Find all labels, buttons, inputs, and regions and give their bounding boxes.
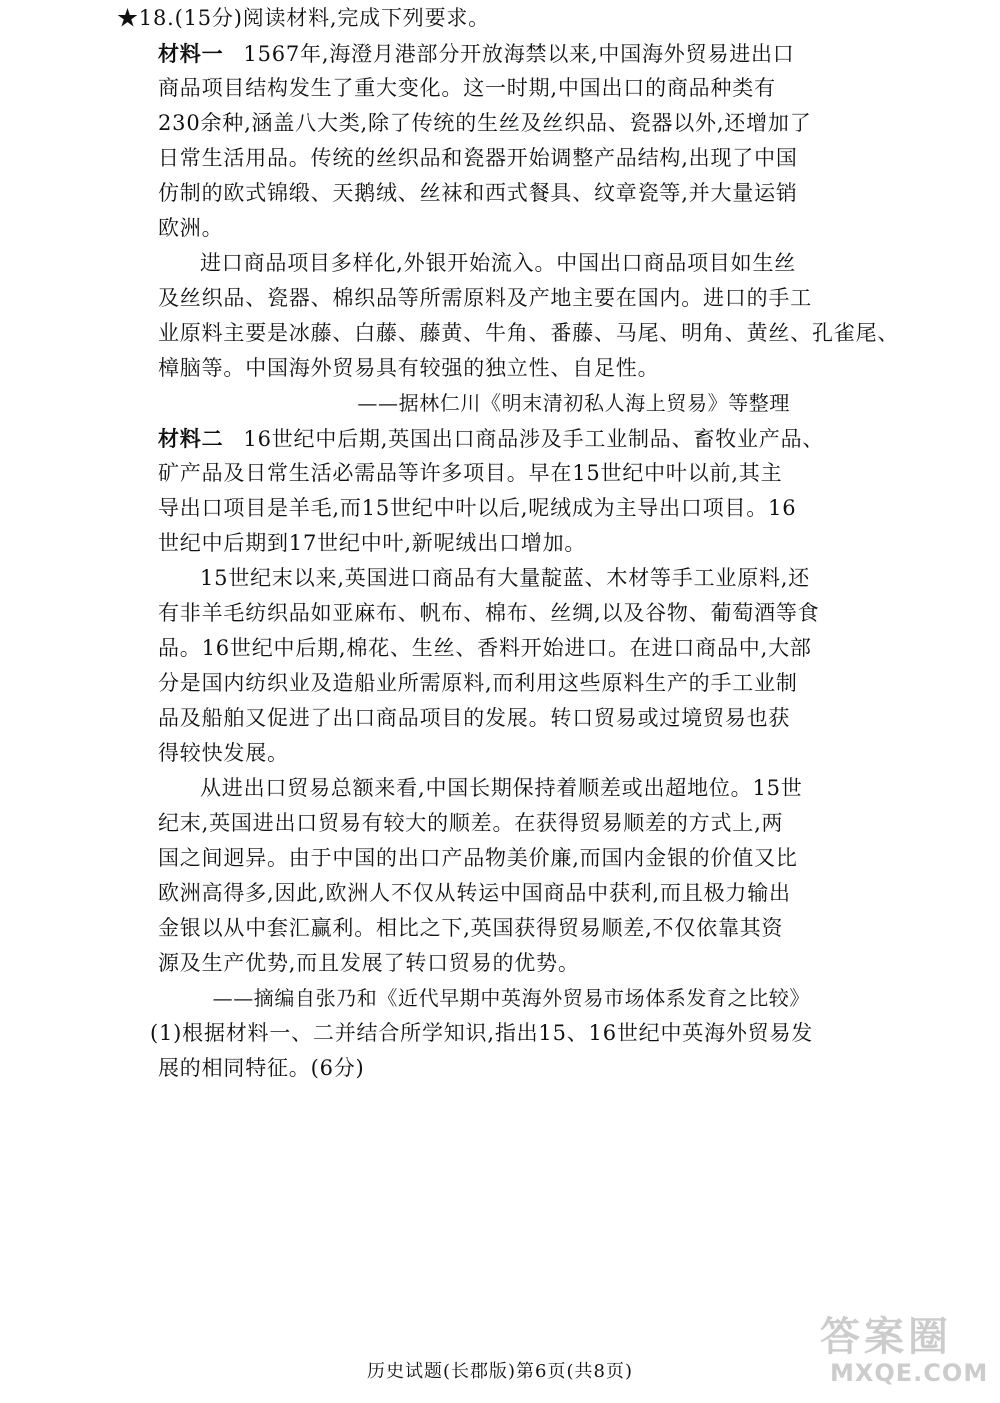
material1-p2-line: 进口商品项目多样化,外银开始流入。中国出口商品项目如生丝 [200, 251, 797, 275]
material2-p3-line: 从进出口贸易总额来看,中国长期保持着顺差或出超地位。15世 [200, 776, 803, 800]
material2-label: 材料二 [158, 426, 224, 451]
material2-p1-line: 矿产品及日常生活必需品等许多项目。早在15世纪中叶以前,其主 [158, 461, 783, 485]
material1-p1-line: 仿制的欧式锦缎、天鹅绒、丝袜和西式餐具、纹章瓷等,并大量运销 [158, 181, 798, 205]
material1-label: 材料一 [158, 41, 224, 66]
material2-p1-line-1: 16世纪中后期,英国出口商品涉及手工业制品、畜牧业产品、 [243, 427, 825, 451]
material2-p2-line: 品及船舶又促进了出口商品项目的发展。转口贸易或过境贸易也获 [158, 706, 791, 730]
material2-p2-line: 有非羊毛纺织品如亚麻布、帆布、棉布、丝绸,以及谷物、葡萄酒等食 [158, 601, 820, 625]
material2-p3-line: 源及生产优势,而且发展了转口贸易的优势。 [158, 951, 580, 975]
material1-p1-line-1: 1567年,海澄月港部分开放海禁以来,中国海外贸易进出口 [243, 42, 795, 66]
material1-p1-line: 230余种,涵盖八大类,除了传统的生丝及丝织品、瓷器以外,还增加了 [158, 111, 812, 135]
material2-p3-line: 纪末,英国进出口贸易有较大的顺差。在获得贸易顺差的方式上,两 [158, 811, 784, 835]
material1-source: ——据林仁川《明末清初私人海上贸易》等整理 [357, 391, 790, 415]
question-header: ★18.(15分)阅读材料,完成下列要求。 [117, 6, 490, 30]
material2-p2-line: 品。16世纪中后期,棉花、生丝、香料开始进口。在进口商品中,大部 [158, 636, 812, 660]
material2-p3-line: 欧洲高得多,因此,欧洲人不仅从转运中国商品中获利,而且极力输出 [158, 881, 791, 905]
site-watermark-logo [820, 1305, 995, 1397]
material2-first-line [158, 428, 824, 450]
material2-p1-line: 世纪中后期到17世纪中叶,新呢绒出口增加。 [158, 531, 587, 555]
material2-p2-line: 15世纪末以来,英国进口商品有大量靛蓝、木材等手工业原料,还 [200, 566, 811, 590]
sub-question-line: (1)根据材料一、二并结合所学知识,指出15、16世纪中英海外贸易发 [150, 1021, 814, 1045]
material1-p2-line: 樟脑等。中国海外贸易具有较强的独立性、自足性。 [158, 356, 660, 380]
watermark-logo-text: 答案圈 [820, 1314, 952, 1360]
material2-source: ——摘编自张乃和《近代早期中英海外贸易市场体系发育之比较》 [212, 986, 810, 1010]
material2-p2-line: 分是国内纺织业及造船业所需原料,而利用这些原料生产的手工业制 [158, 671, 798, 695]
page-footer: 历史试题(长郡版)第6页(共8页) [367, 1361, 633, 1382]
material1-first-line [158, 43, 795, 65]
material2-p3-line: 国之间迥异。由于中国的出口产品物美价廉,而国内金银的价值又比 [158, 846, 798, 870]
sub-question-line: 展的相同特征。(6分) [158, 1056, 365, 1080]
watermark-logo-domain: MXQE.COM [830, 1359, 989, 1387]
material2-p1-line: 导出口项目是羊毛,而15世纪中叶以后,呢绒成为主导出口项目。16 [158, 496, 797, 520]
material2-p3-line: 金银以从中套汇赢利。相比之下,英国获得贸易顺差,不仅依靠其资 [158, 916, 784, 940]
material1-p2-line: 业原料主要是冰藤、白藤、藤黄、牛角、番藤、马尾、明角、黄丝、孔雀尾、 [158, 321, 900, 345]
material1-p1-line: 商品项目结构发生了重大变化。这一时期,中国出口的商品种类有 [158, 76, 776, 100]
material2-p2-line: 得较快发展。 [158, 741, 289, 765]
material1-p2-line: 及丝织品、瓷器、棉织品等所需原料及产地主要在国内。进口的手工 [158, 286, 812, 310]
material1-p1-line: 日常生活用品。传统的丝织品和瓷器开始调整产品结构,出现了中国 [158, 146, 798, 170]
material1-p1-line: 欧洲。 [158, 216, 224, 240]
